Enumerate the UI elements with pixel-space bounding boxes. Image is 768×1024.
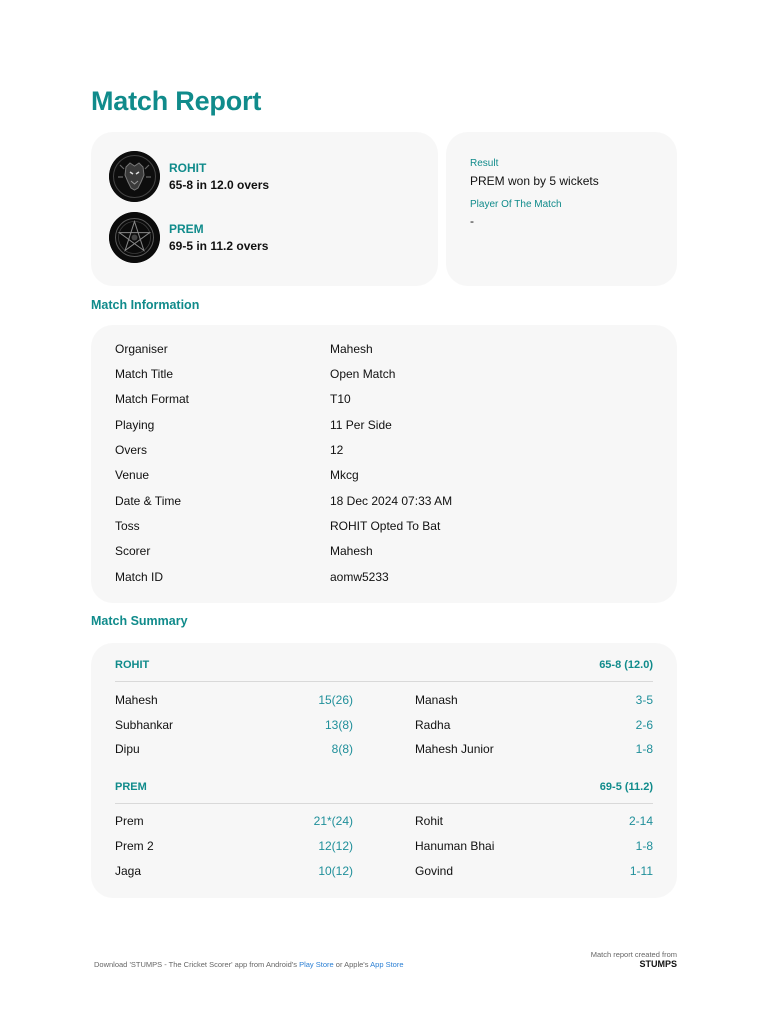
info-value: 12 xyxy=(330,443,344,457)
bowler-name: Mahesh Junior xyxy=(415,742,494,756)
info-row-toss xyxy=(115,519,655,537)
batter-name: Jaga xyxy=(115,864,142,878)
created-from-text: Match report created from xyxy=(590,950,677,959)
batter-name: Prem 2 xyxy=(115,839,154,853)
innings-score: 69-5 (11.2) xyxy=(599,781,653,793)
player-of-match-value: - xyxy=(470,214,474,228)
info-key: Scorer xyxy=(115,544,151,558)
info-row-match-id xyxy=(115,570,655,588)
team-score: 65-8 in 12.0 overs xyxy=(169,177,270,192)
batter-name: Mahesh xyxy=(115,693,158,707)
bowler-name: Radha xyxy=(415,718,451,732)
result-card xyxy=(446,132,677,286)
info-value: T10 xyxy=(330,392,351,406)
info-row-overs xyxy=(115,443,655,461)
team-row-rohit xyxy=(109,151,269,202)
bowler-figures: 3-5 xyxy=(635,693,653,707)
pentagram-emblem-icon xyxy=(109,212,160,263)
innings-header-prem xyxy=(115,781,653,804)
batter-runs: 12(12) xyxy=(318,839,353,853)
summary-row xyxy=(115,718,653,736)
info-value: Mahesh xyxy=(330,544,373,558)
info-row-organiser xyxy=(115,342,655,360)
innings-score: 65-8 (12.0) xyxy=(599,659,653,671)
bowler-name: Hanuman Bhai xyxy=(415,839,495,853)
batter-name: Dipu xyxy=(115,742,140,756)
bowler-figures: 2-14 xyxy=(628,814,653,828)
team-name: PREM xyxy=(169,221,204,236)
info-row-scorer xyxy=(115,544,655,562)
match-information-card xyxy=(91,325,677,603)
bowler-figures: 1-8 xyxy=(635,839,653,853)
bowler-figures: 1-8 xyxy=(635,742,653,756)
info-row-playing xyxy=(115,418,655,436)
summary-row xyxy=(115,864,653,882)
info-row-match-title xyxy=(115,367,655,385)
batter-runs: 21*(24) xyxy=(313,814,353,828)
batter-runs: 13(8) xyxy=(324,718,353,732)
team-name: ROHIT xyxy=(169,160,207,175)
innings-team: PREM xyxy=(115,781,147,793)
info-row-match-format xyxy=(115,392,655,410)
info-key: Match Title xyxy=(115,367,174,381)
info-value: ROHIT Opted To Bat xyxy=(330,519,441,533)
innings-team: ROHIT xyxy=(115,659,150,671)
bowler-name: Govind xyxy=(415,864,454,878)
match-summary-card xyxy=(91,643,677,898)
summary-row xyxy=(115,814,653,832)
lion-emblem-icon xyxy=(109,151,160,202)
info-key: Date & Time xyxy=(115,494,182,508)
result-label: Result xyxy=(470,158,499,169)
player-of-match-label: Player Of The Match xyxy=(470,199,562,210)
bowler-name: Rohit xyxy=(415,814,444,828)
info-value: Mkcg xyxy=(330,468,359,482)
play-store-link[interactable]: Play Store xyxy=(299,960,334,969)
info-key: Match ID xyxy=(115,570,164,584)
match-summary-title: Match Summary xyxy=(91,614,188,628)
innings-header-rohit xyxy=(115,659,653,682)
match-information-title: Match Information xyxy=(91,298,200,312)
result-value: PREM won by 5 wickets xyxy=(470,174,599,188)
batter-runs: 8(8) xyxy=(331,742,353,756)
team-row-prem xyxy=(109,212,268,263)
info-value: aomw5233 xyxy=(330,570,389,584)
info-key: Match Format xyxy=(115,392,190,406)
info-value: 18 Dec 2024 07:33 AM xyxy=(330,494,453,508)
info-row-venue xyxy=(115,468,655,486)
batter-runs: 10(12) xyxy=(318,864,353,878)
footer-text: Download 'STUMPS - The Cricket Scorer' app from Android's xyxy=(94,960,300,969)
info-key: Overs xyxy=(115,443,148,457)
info-key: Toss xyxy=(115,519,140,533)
footer-text: or Apple's xyxy=(333,960,371,969)
info-key: Organiser xyxy=(115,342,168,356)
info-value: Open Match xyxy=(330,367,396,381)
footer-download-text xyxy=(94,960,404,969)
summary-row xyxy=(115,693,653,711)
bowler-figures: 1-11 xyxy=(629,864,653,878)
summary-row xyxy=(115,742,653,760)
summary-row xyxy=(115,839,653,857)
batter-name: Subhankar xyxy=(115,718,174,732)
teams-score-card xyxy=(91,132,438,286)
info-value: Mahesh xyxy=(330,342,373,356)
brand-logo: STUMPS xyxy=(639,959,677,969)
batter-runs: 15(26) xyxy=(318,693,353,707)
batter-name: Prem xyxy=(115,814,144,828)
footer-brand-block xyxy=(591,950,677,970)
team-score: 69-5 in 11.2 overs xyxy=(169,238,269,253)
bowler-figures: 2-6 xyxy=(635,718,653,732)
app-store-link[interactable]: App Store xyxy=(370,960,404,969)
info-row-date-time xyxy=(115,494,655,512)
bowler-name: Manash xyxy=(415,693,458,707)
page-title: Match Report xyxy=(91,86,262,116)
info-key: Venue xyxy=(115,468,150,482)
info-value: 11 Per Side xyxy=(330,418,392,432)
info-key: Playing xyxy=(115,418,155,432)
